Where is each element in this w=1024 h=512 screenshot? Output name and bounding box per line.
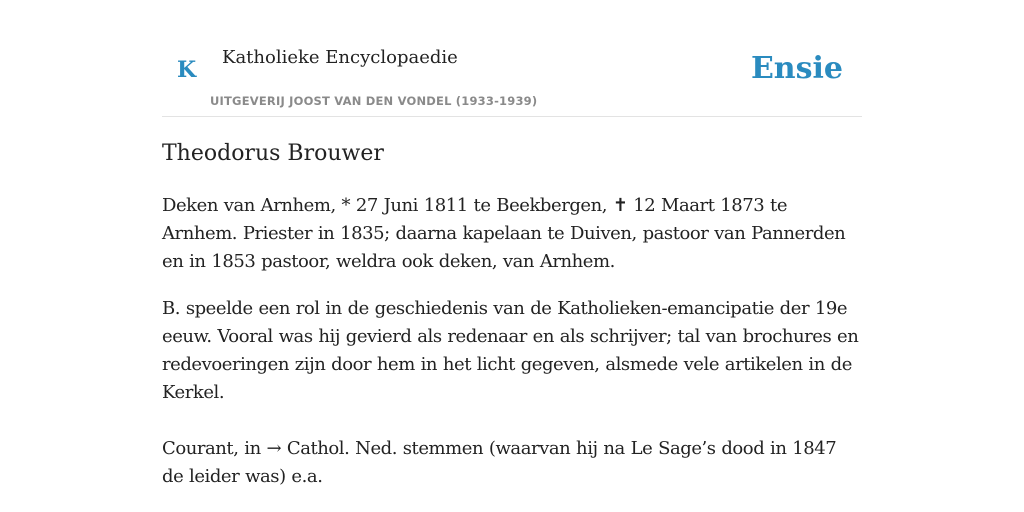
brand-logo[interactable]: Ensie [750,51,843,86]
site-title[interactable]: Katholieke Encyclopaedie [222,47,458,68]
article-title: Theodorus Brouwer [162,141,384,166]
article [162,138,862,491]
publisher-subtitle: UITGEVERIJ JOOST VAN DEN VONDEL (1933-1939) [210,94,538,108]
article-paragraph: B. speelde een rol in de geschiedenis van de Katholieken-emancipatie der 19e eeuw. Vooral was hij gevierd als redenaar en als schrijver; tal van brochures en redevoeringen zijn door hem in het licht gegeven, alsmede vele artikelen in de Kerkel. [162,298,859,403]
article-paragraph: Deken van Arnhem, * 27 Juni 1811 te Beekbergen, ✝ 12 Maart 1873 te Arnhem. Priester in 1835; daarna kapelaan te Duiven, pastoor van Pannerden en in 1853 pastoor, weldra ook deken, van Arnhem. [162,195,846,272]
site-header [162,0,862,117]
article-paragraph: Courant, in → Cathol. Ned. stemmen (waarvan hij na Le Sage’s dood in 1847 de leider was) e.a. [162,438,837,487]
site-logo[interactable]: K [177,57,197,83]
